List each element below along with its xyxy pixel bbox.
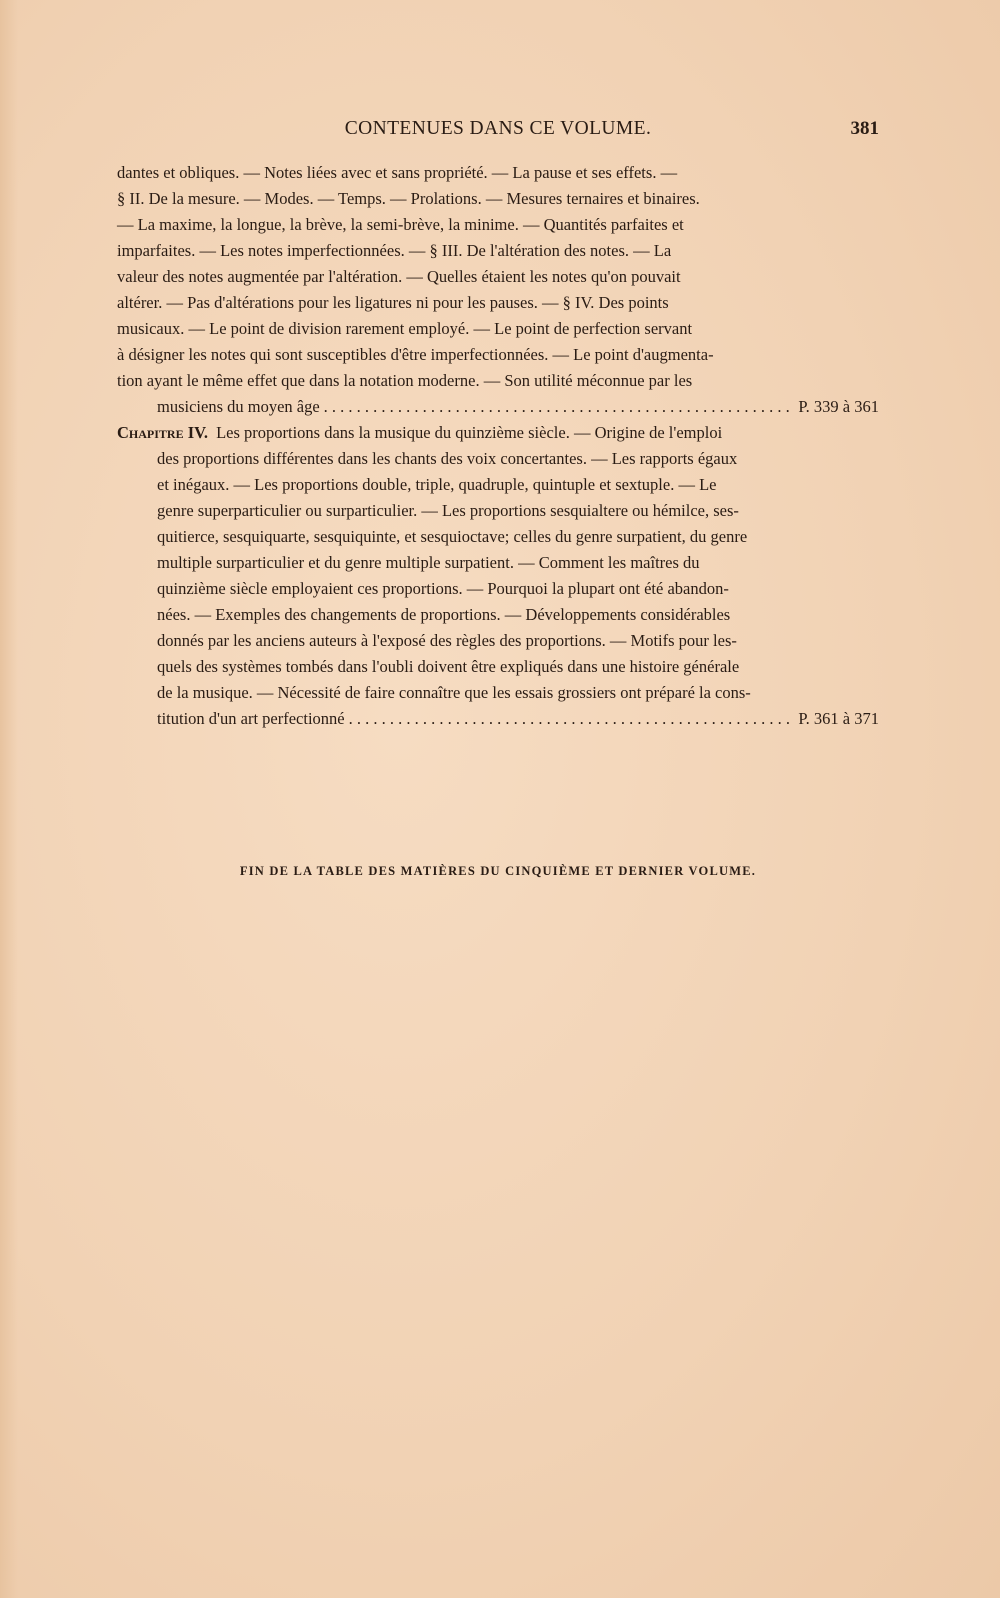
text-line [117,576,879,602]
text-line-content: § II. De la mesure. — Modes. — Temps. — Prolations. — Mesures ternaires et binaires. [117,189,700,208]
text-line-content: — La maxime, la longue, la brève, la semi-brève, la minime. — Quantités parfaites et [117,215,684,234]
text-line-content: altérer. — Pas d'altérations pour les ligatures ni pour les pauses. — § IV. Des points [117,293,669,312]
text-line [117,264,879,290]
chapter-heading-line [117,420,879,446]
page-reference: P. 361 à 371 [798,709,879,728]
text-line [117,498,879,524]
text-line [117,368,879,394]
text-line [117,524,879,550]
leader-dots [324,394,795,420]
text-line [117,446,879,472]
chapter-label: Chapitre IV. [117,423,209,442]
text-line-content: quels des systèmes tombés dans l'oubli doivent être expliqués dans une histoire générale [157,657,740,676]
text-line [117,472,879,498]
text-line [117,342,879,368]
text-line [117,212,879,238]
text-line-content: valeur des notes augmentée par l'altération. — Quelles étaient les notes qu'on pouvait [117,267,681,286]
text-line [117,680,879,706]
text-line-content: à désigner les notes qui sont susceptibles d'être imperfectionnées. — Le point d'augmenta- [117,345,714,364]
leader-dots [349,706,795,732]
text-line-content: imparfaites. — Les notes imperfectionnées. — § III. De l'altération des notes. — La [117,241,672,260]
text-line [117,602,879,628]
page-number: 381 [850,118,879,139]
text-line [117,160,879,186]
leader-text: titution d'un art perfectionné [157,709,345,728]
page [117,0,879,1598]
text-line [117,316,879,342]
toc-leader-line [117,706,879,732]
text-line-content: tion ayant le même effet que dans la notation moderne. — Son utilité méconnue par les [117,371,693,390]
text-line-content: quitierce, sesquiquarte, sesquiquinte, et sesquioctave; celles du genre surpatient, du genre [157,527,748,546]
table-of-contents-text [117,160,879,732]
text-line-content: musicaux. — Le point de division rarement employé. — Le point de perfection servant [117,319,693,338]
running-head [117,118,879,144]
text-line [117,550,879,576]
text-line [117,654,879,680]
text-line [117,186,879,212]
text-line-content: quinzième siècle employaient ces proportions. — Pourquoi la plupart ont été abandon- [157,579,729,598]
text-line-content: et inégaux. — Les proportions double, triple, quadruple, quintuple et sextuple. — Le [157,475,717,494]
running-head-title: CONTENUES DANS CE VOLUME. [344,118,652,139]
text-line-content: donnés par les anciens auteurs à l'exposé des règles des proportions. — Motifs pour les- [157,631,737,650]
page-edge-shadow [0,0,18,1598]
chapter-first-line: Les proportions dans la musique du quinzième siècle. — Origine de l'emploi [216,423,723,442]
colophon: FIN DE LA TABLE DES MATIÈRES DU CINQUIÈME ET DERNIER VOLUME. [239,864,757,878]
text-line-content: dantes et obliques. — Notes liées avec et sans propriété. — La pause et ses effets. — [117,163,678,182]
text-line-content: multiple surparticulier et du genre multiple surpatient. — Comment les maîtres du [157,553,700,572]
toc-leader-line [117,394,879,420]
text-line [117,238,879,264]
text-line-content: nées. — Exemples des changements de proportions. — Développements considérables [157,605,731,624]
text-line [117,628,879,654]
text-line-content: des proportions différentes dans les chants des voix concertantes. — Les rapports égaux [157,449,738,468]
text-line-content: de la musique. — Nécessité de faire connaître que les essais grossiers ont préparé la cons- [157,683,751,702]
text-line [117,290,879,316]
page-reference: P. 339 à 361 [798,397,879,416]
leader-text: musiciens du moyen âge [157,397,320,416]
text-line-content: genre superparticulier ou surparticulier. — Les proportions sesquialtere ou hémilce, ses- [157,501,739,520]
